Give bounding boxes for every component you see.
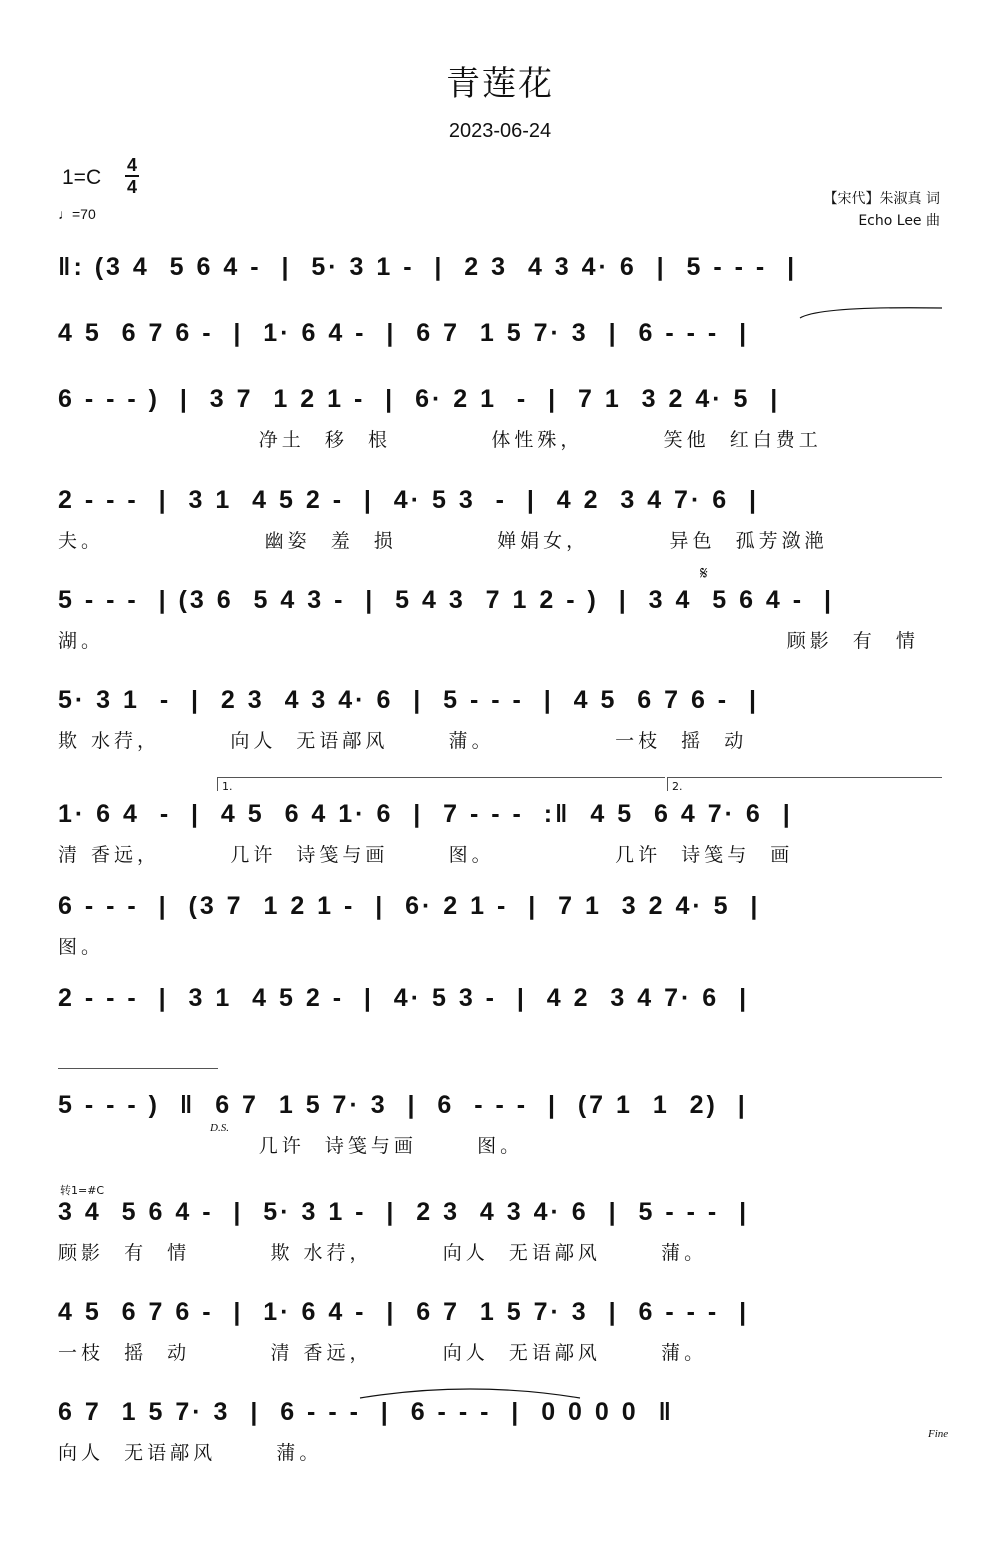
notation-line: ‖: (3 4 5 6 4 - | 5· 3 1 - | 2 3 4 3 4· 6 | 5 - - - | [58,253,798,281]
lyric-line: 向人 无语鄗风 蒲。 [58,1442,323,1464]
lyric-line: 湖。 顾影 有 情 [58,630,919,652]
notation-line: 3 4 5 6 4 - | 5· 3 1 - | 2 3 4 3 4· 6 | 5 - - - | [58,1198,750,1226]
ds-marking: D.S. [210,1122,229,1134]
fine-marking: Fine [928,1428,949,1440]
lyric-line: 净土 移 根 体性殊， 笑他 红白费工 [58,429,822,451]
lyricist-credit: 【宋代】朱淑真 词 [823,191,940,207]
notation-line: 1· 6 4 - | 4 5 6 4 1· 6 | 7 - - - :‖ 4 5 6 4 7· 6 | [58,800,793,828]
notation-line: 5 - - - ) ‖ 6 7 1 5 7· 3 | 6 - - - | (7 1 1 2) | [58,1091,748,1119]
volta-1-label: 1. [222,780,233,793]
composer-credit: Echo Lee 曲 [858,213,940,229]
slur-arc [800,308,942,318]
notation-line: 4 5 6 7 6 - | 1· 6 4 - | 6 7 1 5 7· 3 | 6 - - - | [58,319,750,347]
key-signature: 1=C [62,166,102,189]
lyric-line: 欺 水荇， 向人 无语鄗风 蒲。 一枝 摇 动 [58,730,748,752]
song-date: 2023-06-24 [448,120,552,142]
notation-line: 5· 3 1 - | 2 3 4 3 4· 6 | 5 - - - | 4 5 6 7 6 - | [58,686,760,714]
notation-line: 5 - - - | (3 6 5 4 3 - | 5 4 3 7 1 2 - ) | 3 4 5 6 4 - | [58,586,834,614]
lyric-line: 清 香远， 几许 诗笺与画 图。 几许 诗笺与 画 [58,844,794,866]
tempo-value: =70 [72,206,96,222]
notation-line: 4 5 6 7 6 - | 1· 6 4 - | 6 7 1 5 7· 3 | 6 - - - | [58,1298,750,1326]
lyric-line: 顾影 有 情 欺 水荇， 向人 无语鄗风 蒲。 [58,1242,708,1264]
segno-icon: 𝄋 [700,563,708,584]
modulation-label: 转1= [60,1184,88,1197]
notation-line: 6 - - - | (3 7 1 2 1 - | 6· 2 1 - | 7 1 3 2 4· 5 | [58,892,761,920]
notation-line: 2 - - - | 3 1 4 5 2 - | 4· 5 3 - | 4 2 3 4 7· 6 | [58,984,750,1012]
time-signature-top: 4 [126,155,137,175]
song-title: 青莲花 [446,64,554,104]
modulation-key: #C [87,1184,105,1197]
lyric-line: 夫。 幽姿 羞 损 婵娟女， 异色 孤芳潋滟 [58,530,828,552]
tie-arc [360,1389,580,1398]
notation-line: 2 - - - | 3 1 4 5 2 - | 4· 5 3 - | 4 2 3 4 7· 6 | [58,486,760,514]
lyric-line: 一枝 摇 动 清 香远， 向人 无语鄗风 蒲。 [58,1342,708,1364]
lyric-line: 几许 诗笺与画 图。 [58,1135,524,1157]
volta-2-label: 2. [672,780,683,793]
time-signature-bottom: 4 [126,177,137,197]
notation-line: 6 7 1 5 7· 3 | 6 - - - | 6 - - - | 0 0 0 0 ‖ [58,1398,674,1426]
quarter-note-icon: ♩ [58,206,72,222]
lyric-line: 图。 [58,936,105,958]
notation-line: 6 - - - ) | 3 7 1 2 1 - | 6· 2 1 - | 7 1 3 2 4· 5 | [58,385,781,413]
